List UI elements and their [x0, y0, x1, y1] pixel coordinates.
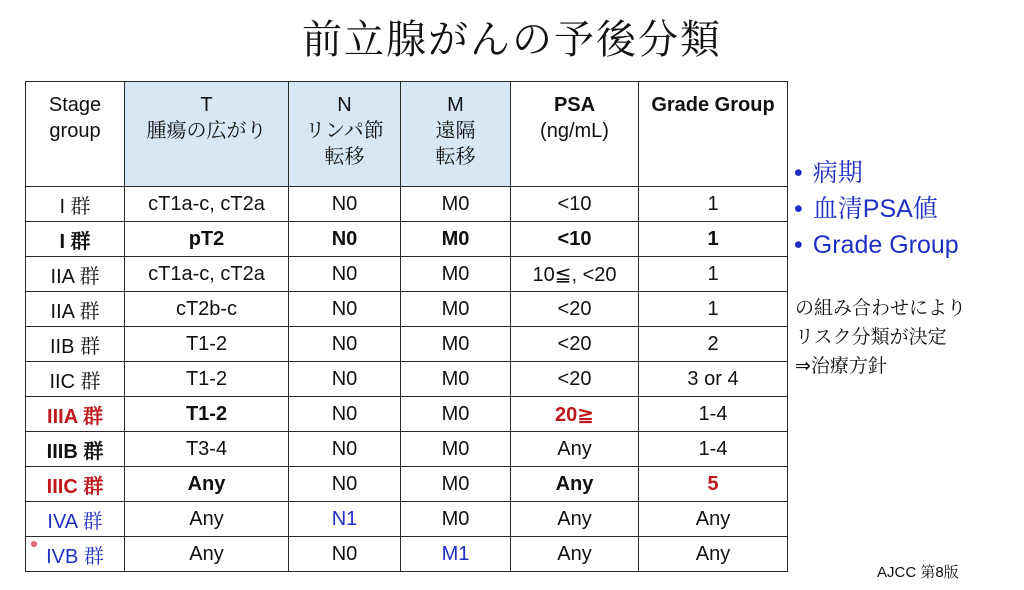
cell-gg: 1	[639, 257, 788, 292]
table-row	[26, 187, 788, 222]
cell-n: N0	[289, 257, 401, 292]
cell-gg: Any	[639, 537, 788, 572]
header-t	[125, 82, 289, 187]
header-stage-line: group	[49, 120, 101, 142]
cell-n: N0	[289, 397, 401, 432]
stage-table	[25, 81, 788, 572]
cell-psa: <10	[511, 187, 639, 222]
cell-n: N0	[289, 327, 401, 362]
cell-n: N1	[289, 502, 401, 537]
cell-gg: Any	[639, 502, 788, 537]
header-psa-line: (ng/mL)	[540, 120, 609, 142]
cell-stage: IIIA 群	[26, 397, 125, 432]
cell-m: M0	[401, 187, 511, 222]
header-n-line: リンパ節	[305, 120, 384, 142]
cell-m: M0	[401, 292, 511, 327]
header-stage	[26, 82, 125, 187]
table-row	[26, 257, 788, 292]
table-row	[26, 327, 788, 362]
cell-m: M0	[401, 432, 511, 467]
cell-t: cT2b-c	[125, 292, 289, 327]
note-line: リスク分類が決定	[795, 326, 947, 348]
source-citation: AJCC 第8版	[877, 564, 959, 581]
cell-t: T3-4	[125, 432, 289, 467]
cell-psa: Any	[511, 537, 639, 572]
header-psa-line: PSA	[553, 94, 596, 116]
table-row	[26, 292, 788, 327]
cell-t: cT1a-c, cT2a	[125, 257, 289, 292]
cell-gg: 1	[639, 187, 788, 222]
bullet-text: 病期	[812, 159, 863, 187]
header-m-line: M	[447, 94, 464, 116]
cell-psa: <10	[511, 222, 639, 257]
cell-t: Any	[125, 537, 289, 572]
bullet-text: 血清PSA値	[812, 195, 938, 223]
note-line: の組み合わせにより	[795, 297, 967, 319]
bullet-item	[794, 227, 959, 263]
cell-n: N0	[289, 432, 401, 467]
table-row	[26, 537, 788, 572]
cell-t: Any	[125, 502, 289, 537]
header-psa	[511, 82, 639, 187]
header-grade-group	[639, 82, 788, 187]
cell-n: N0	[289, 537, 401, 572]
cell-stage: IIC 群	[26, 362, 125, 397]
cell-psa: Any	[511, 502, 639, 537]
cell-stage: IVB 群	[26, 537, 125, 572]
cell-m: M0	[401, 397, 511, 432]
cell-m: M0	[401, 257, 511, 292]
cell-n: N0	[289, 292, 401, 327]
side-note	[795, 294, 966, 381]
cell-n: N0	[289, 187, 401, 222]
cell-psa: Any	[511, 467, 639, 502]
cell-gg: 1	[639, 292, 788, 327]
cell-t: T1-2	[125, 327, 289, 362]
header-m-line: 遠隔	[435, 120, 476, 142]
table-row	[26, 432, 788, 467]
cell-psa: <20	[511, 292, 639, 327]
cell-gg: 1	[639, 222, 788, 257]
cell-t: cT1a-c, cT2a	[125, 187, 289, 222]
cell-m: M0	[401, 222, 511, 257]
cell-gg: 3 or 4	[639, 362, 788, 397]
cell-gg: 1-4	[639, 432, 788, 467]
pointer-dot	[31, 541, 37, 547]
cell-stage: IIIB 群	[26, 432, 125, 467]
side-bullets	[794, 155, 959, 263]
cell-stage: IVA 群	[26, 502, 125, 537]
header-n-line: 転移	[324, 146, 365, 168]
table-row	[26, 397, 788, 432]
cell-psa: 20≧	[511, 397, 639, 432]
header-n-line: N	[337, 94, 352, 116]
cell-m: M0	[401, 467, 511, 502]
cell-m: M0	[401, 327, 511, 362]
table-row	[26, 467, 788, 502]
table-row	[26, 502, 788, 537]
cell-t: T1-2	[125, 362, 289, 397]
bullet-dot-icon: •	[794, 195, 803, 223]
cell-psa: 10≦, <20	[511, 257, 639, 292]
cell-psa: Any	[511, 432, 639, 467]
header-t-line: T	[200, 94, 213, 116]
cell-gg: 5	[639, 467, 788, 502]
bullet-item	[794, 191, 959, 227]
header-n	[289, 82, 401, 187]
cell-gg: 2	[639, 327, 788, 362]
header-m-line: 転移	[435, 146, 476, 168]
cell-n: N0	[289, 362, 401, 397]
cell-stage: IIA 群	[26, 292, 125, 327]
cell-t: Any	[125, 467, 289, 502]
cell-m: M0	[401, 362, 511, 397]
cell-stage: I 群	[26, 187, 125, 222]
header-gg-line: Grade Group	[651, 94, 775, 116]
cell-n: N0	[289, 467, 401, 502]
cell-stage: IIB 群	[26, 327, 125, 362]
page-title: 前立腺がんの予後分類	[302, 17, 722, 63]
cell-m: M0	[401, 502, 511, 537]
note-line: ⇒治療方針	[795, 355, 887, 377]
header-t-line: 腫瘍の広がり	[146, 120, 267, 142]
cell-t: pT2	[125, 222, 289, 257]
header-stage-line: Stage	[48, 94, 102, 116]
header-row	[26, 82, 788, 187]
cell-gg: 1-4	[639, 397, 788, 432]
cell-t: T1-2	[125, 397, 289, 432]
bullet-item	[794, 155, 959, 191]
header-m	[401, 82, 511, 187]
cell-stage: IIA 群	[26, 257, 125, 292]
cell-psa: <20	[511, 362, 639, 397]
bullet-dot-icon: •	[794, 231, 803, 259]
cell-stage: IIIC 群	[26, 467, 125, 502]
cell-m: M1	[401, 537, 511, 572]
cell-stage: I 群	[26, 222, 125, 257]
table-row	[26, 362, 788, 397]
bullet-dot-icon: •	[794, 159, 803, 187]
cell-psa: <20	[511, 327, 639, 362]
bullet-text: Grade Group	[812, 231, 959, 259]
cell-n: N0	[289, 222, 401, 257]
table-row	[26, 222, 788, 257]
